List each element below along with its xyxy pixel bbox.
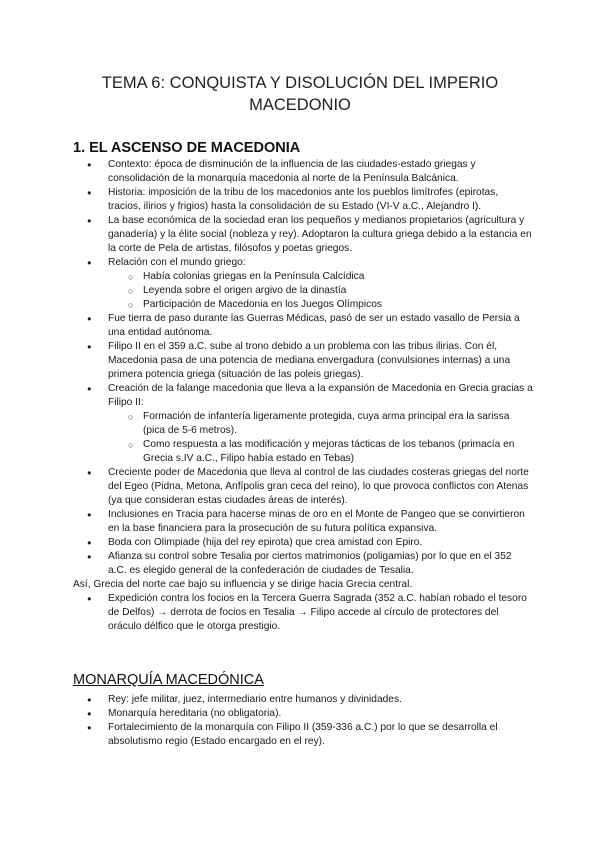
list-item: ● La base económica de la sociedad eran los pequeños y medianos propietarios (agricultura y ganadería) y la élite social (nobleza y rey). Adoptaron la cultura griega debido a la estancia en la corte de Pela de artistas, filósofos y poetas griegos. (73, 214, 533, 256)
bullet-list (73, 158, 533, 634)
list-item: ● Fortalecimiento de la monarquía con Filipo II (359-336 a.C.) por lo que se desarrolla el absolutismo regio (Estado encargado en el rey). (73, 721, 533, 749)
list-item: ● Relación con el mundo griego: (73, 256, 533, 270)
list-item: ● Inclusiones en Tracia para hacerse minas de oro en el Monte de Pangeo que se convirtieron en la base financiera para la prosecución de su futura política expansiva. (73, 508, 533, 536)
sub-list-item: ○ Formación de infantería ligeramente protegida, cuya arma principal era la sarissa (pica de 5-6 metros). (73, 410, 533, 438)
list-item: ● Fue tierra de paso durante las Guerras Médicas, pasó de ser un estado vasallo de Persia a una entidad autónoma. (73, 312, 533, 340)
sub-list-item: ○ Como respuesta a las modificación y mejoras tácticas de los tebanos (primacía en Grecia s.IV a.C., Filipo había estado en Tebas) (73, 438, 533, 466)
document-title: TEMA 6: CONQUISTA Y DISOLUCIÓN DEL IMPERIO MACEDONIO (101, 74, 499, 114)
list-item: ● Filipo II en el 359 a.C. sube al trono debido a un problema con las tribus ilirias. Con él, Macedonia pasa de una potencia de mediana envergadura (convulsiones internas) a una primera potencia griega (situación de las poleis griegas). (73, 340, 533, 382)
list-item: ● Boda con Olimpiade (hija del rey epirota) que crea amistad con Epiro. (73, 536, 533, 550)
list-item: ● Rey: jefe militar, juez, intermediario entre humanos y divinidades. (73, 693, 533, 707)
section-heading-monarquia: MONARQUÍA MACEDÓNICA (73, 672, 264, 688)
list-item: ● Contexto: época de disminución de la influencia de las ciudades-estado griegas y consolidación de la monarquía macedonia al norte de la Península Balcánica. (73, 158, 533, 186)
sub-list-item: ○ Había colonias griegas en la Península Calcídica (73, 270, 533, 284)
paragraph: Así, Grecia del norte cae bajo su influencia y se dirige hacia Grecia central. (73, 579, 413, 590)
list-item: ● Expedición contra los focios en la Tercera Guerra Sagrada (352 a.C. habían robado el tesoro de Delfos) → derrota de focios en Tesalia → Filipo accede al círculo de protectores del oráculo délfico que le otorga prestigio. (73, 592, 533, 634)
section-body-ascenso (73, 158, 533, 634)
list-item: ● Creación de la falange macedonia que lleva a la expansión de Macedonia en Grecia gracias a Filipo II: (73, 382, 533, 410)
list-item: ● Monarquía hereditaria (no obligatoria). (73, 707, 533, 721)
list-item: ● Creciente poder de Macedonia que lleva al control de las ciudades costeras griegas del norte del Egeo (Pidna, Metona, Anfípolis gran ceca del reino), lo que provoca conflictos con Atenas (ya que consideran estas ciudades áreas de interés). (73, 466, 533, 508)
sub-list-item: ○ Participación de Macedonia en los Juegos Olímpicos (73, 298, 533, 312)
section-heading-ascenso: 1. EL ASCENSO DE MACEDONIA (73, 140, 301, 156)
list-item: ● Historia: imposición de la tribu de los macedonios ante los pueblos limítrofes (epirotas, tracios, ilirios y frigios) hasta la consolidación de su Estado (VI-V a.C., Alejandro I). (73, 186, 533, 214)
sub-list-item: ○ Leyenda sobre el origen argivo de la dinastía (73, 284, 533, 298)
list-item: ● Afianza su control sobre Tesalia por ciertos matrimonios (poligamias) por lo que en el 352 a.C. es elegido general de la confederación de ciudades de Tesalia. (73, 550, 533, 578)
bullet-list (73, 693, 533, 749)
section-body-monarquia (73, 693, 533, 749)
